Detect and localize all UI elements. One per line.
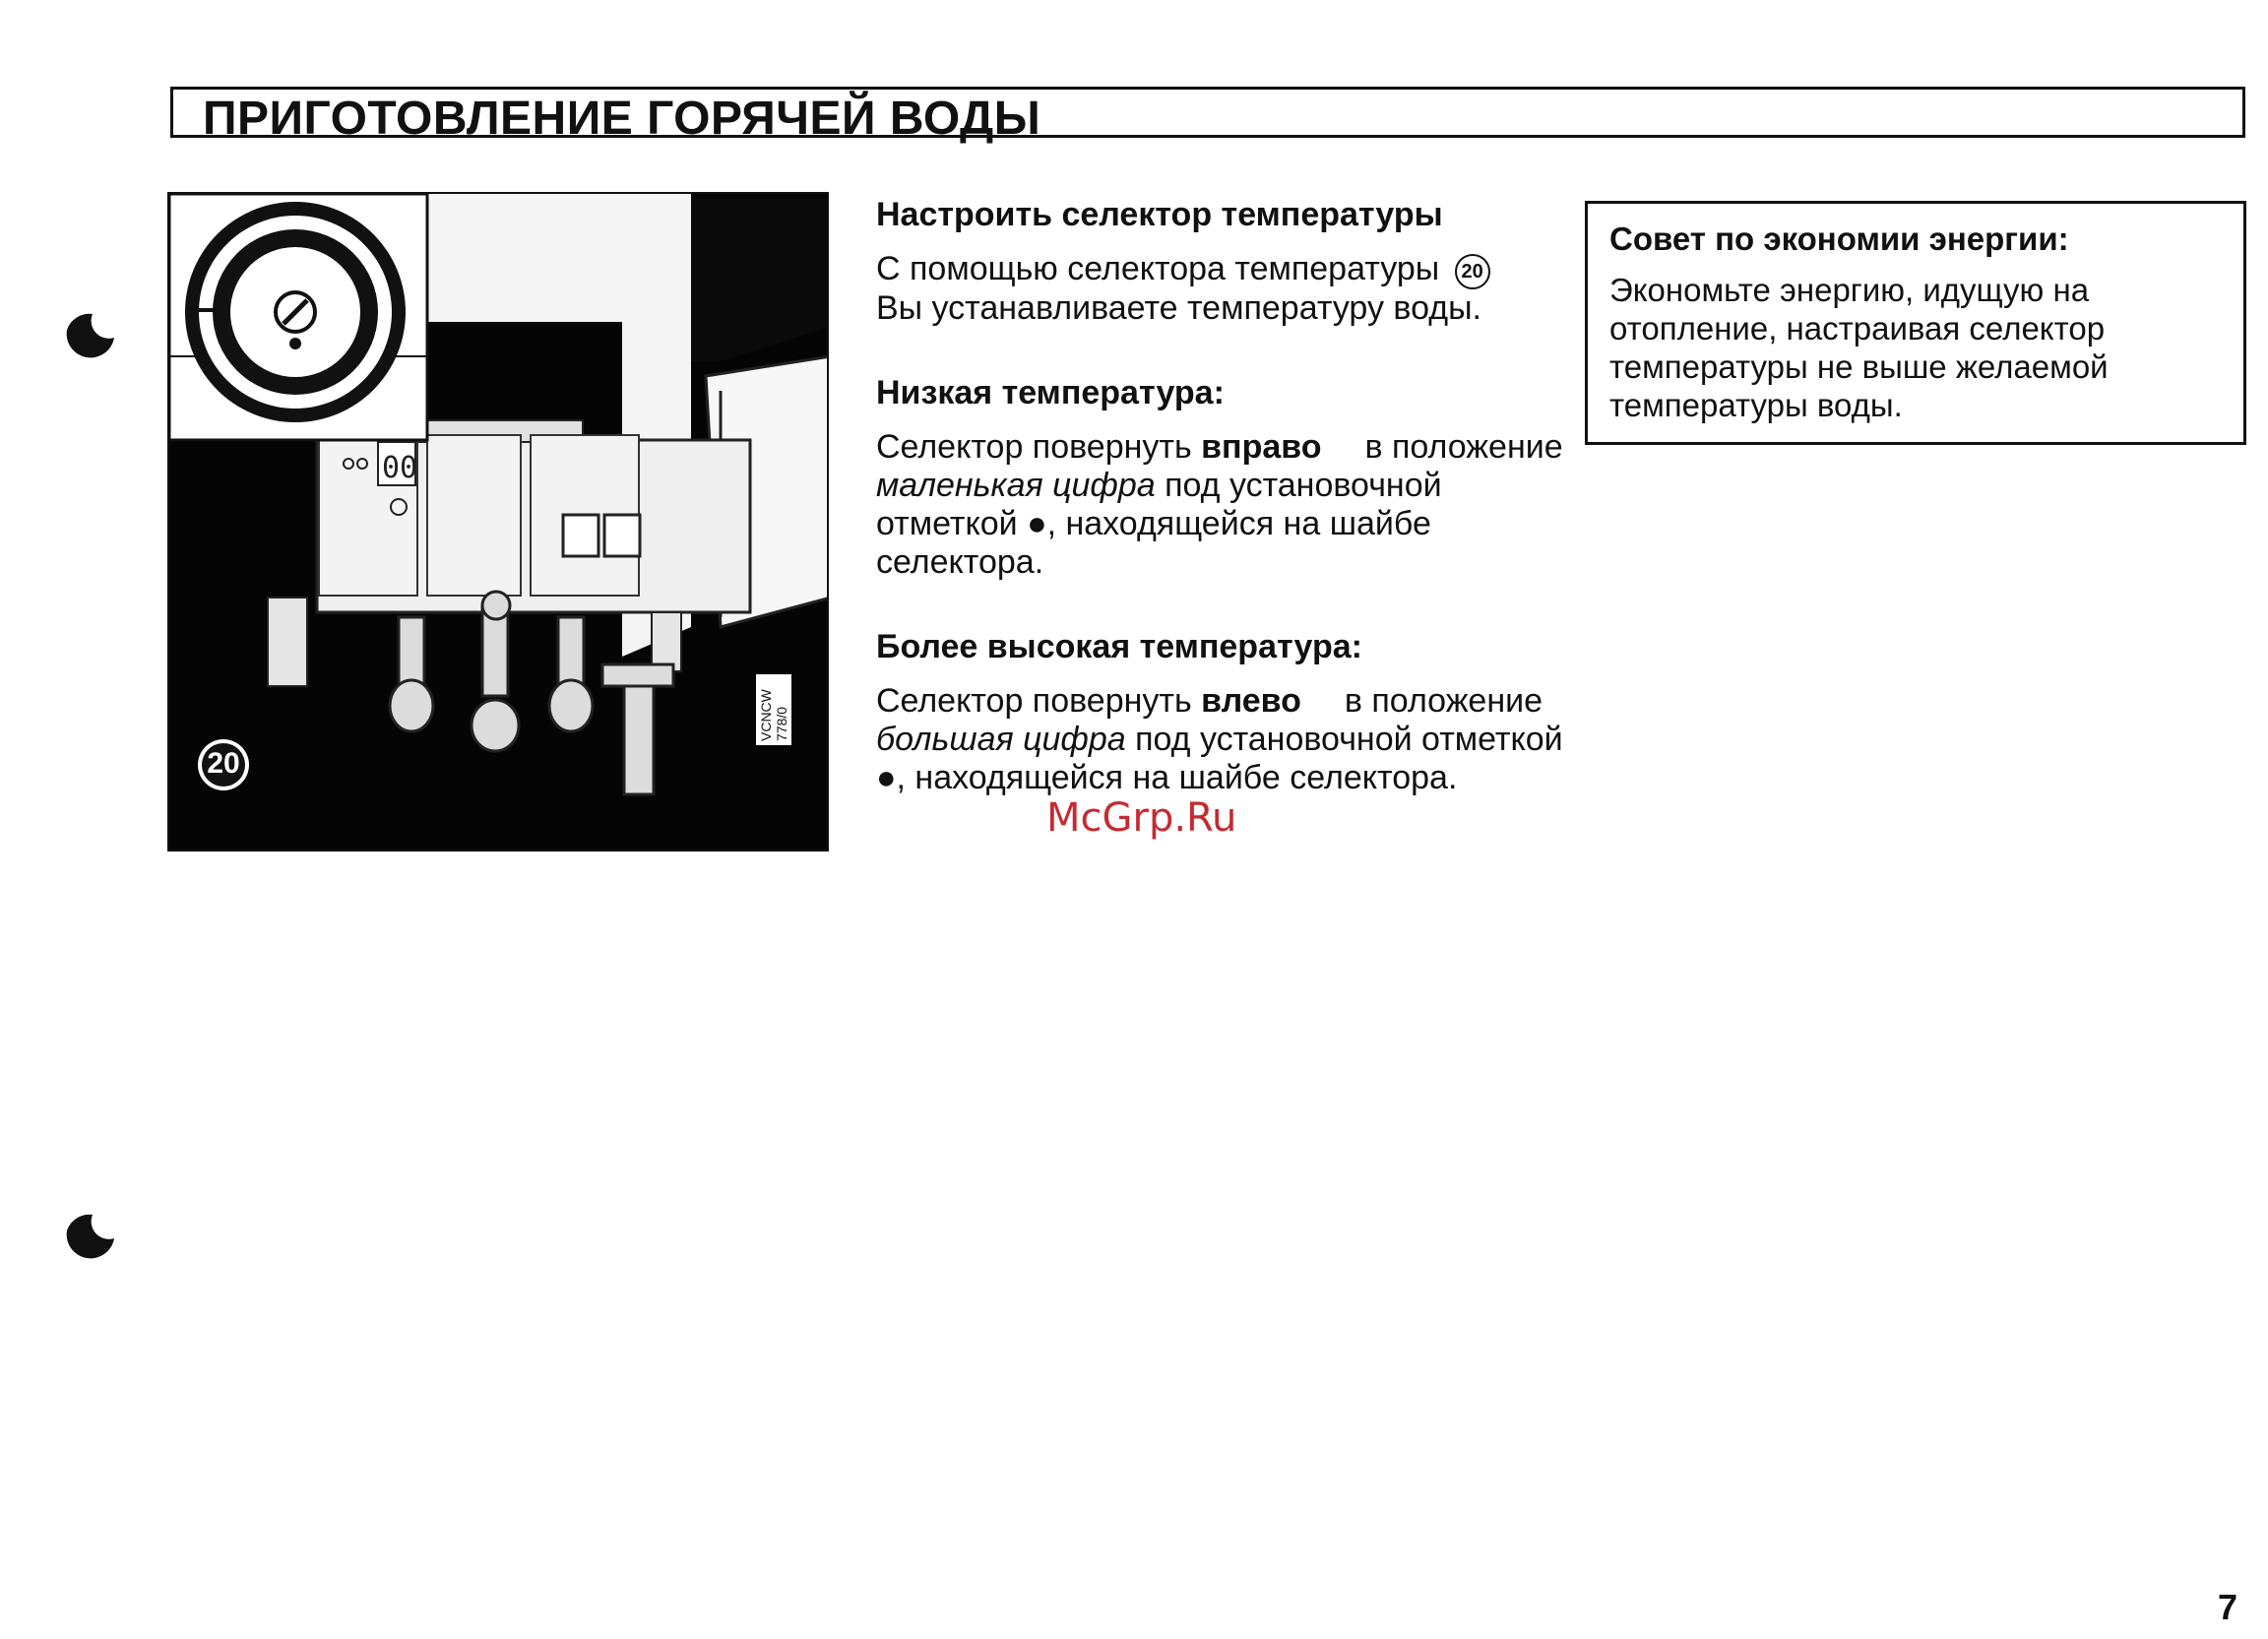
- section-high-temperature: [876, 625, 1565, 797]
- section-text: Селектор повернуть вправо в положение маленькая цифра под установочной отметкой ●, находящейся на шайбе селектора.: [876, 428, 1563, 581]
- binder-hole-icon: [59, 1201, 120, 1262]
- section-text: С помощью селектора температуры 20 Вы устанавливаете температуру воды.: [876, 250, 1565, 328]
- section-low-temperature: [876, 371, 1565, 582]
- svg-text:00: 00: [382, 451, 418, 485]
- page-title: ПРИГОТОВЛЕНИЕ ГОРЯЧЕЙ ВОДЫ: [203, 93, 1041, 145]
- figure-number: 20: [207, 747, 240, 780]
- page-number: 7: [2218, 1587, 2238, 1627]
- tip-heading: Совет по экономии энергии:: [1609, 221, 2069, 257]
- section-heading: Низкая температура:: [876, 374, 1225, 411]
- watermark: McGrp.Ru: [1046, 795, 1237, 841]
- boiler-drawing: [169, 194, 829, 851]
- section-set-selector: [876, 193, 1565, 328]
- section-heading: Настроить селектор температуры: [876, 196, 1443, 233]
- boiler-illustration: [167, 192, 829, 851]
- page-title-box: [170, 87, 2245, 145]
- section-text: Селектор повернуть влево в положение большая цифра под установочной отметкой ●, находящейся на шайбе селектора.: [876, 682, 1563, 796]
- figure-code: VCNCW 778/0: [756, 674, 791, 745]
- section-heading: Более высокая температура:: [876, 628, 1362, 665]
- tip-text: Экономьте энергию, идущую на отопление, настраивая селектор температуры не выше желаемой температуры воды.: [1609, 272, 2109, 423]
- binder-hole-icon: [59, 300, 120, 361]
- instructions-column: [876, 193, 1565, 797]
- energy-tip-box: [1585, 201, 2246, 445]
- figure-ref-badge: 20: [1455, 254, 1490, 289]
